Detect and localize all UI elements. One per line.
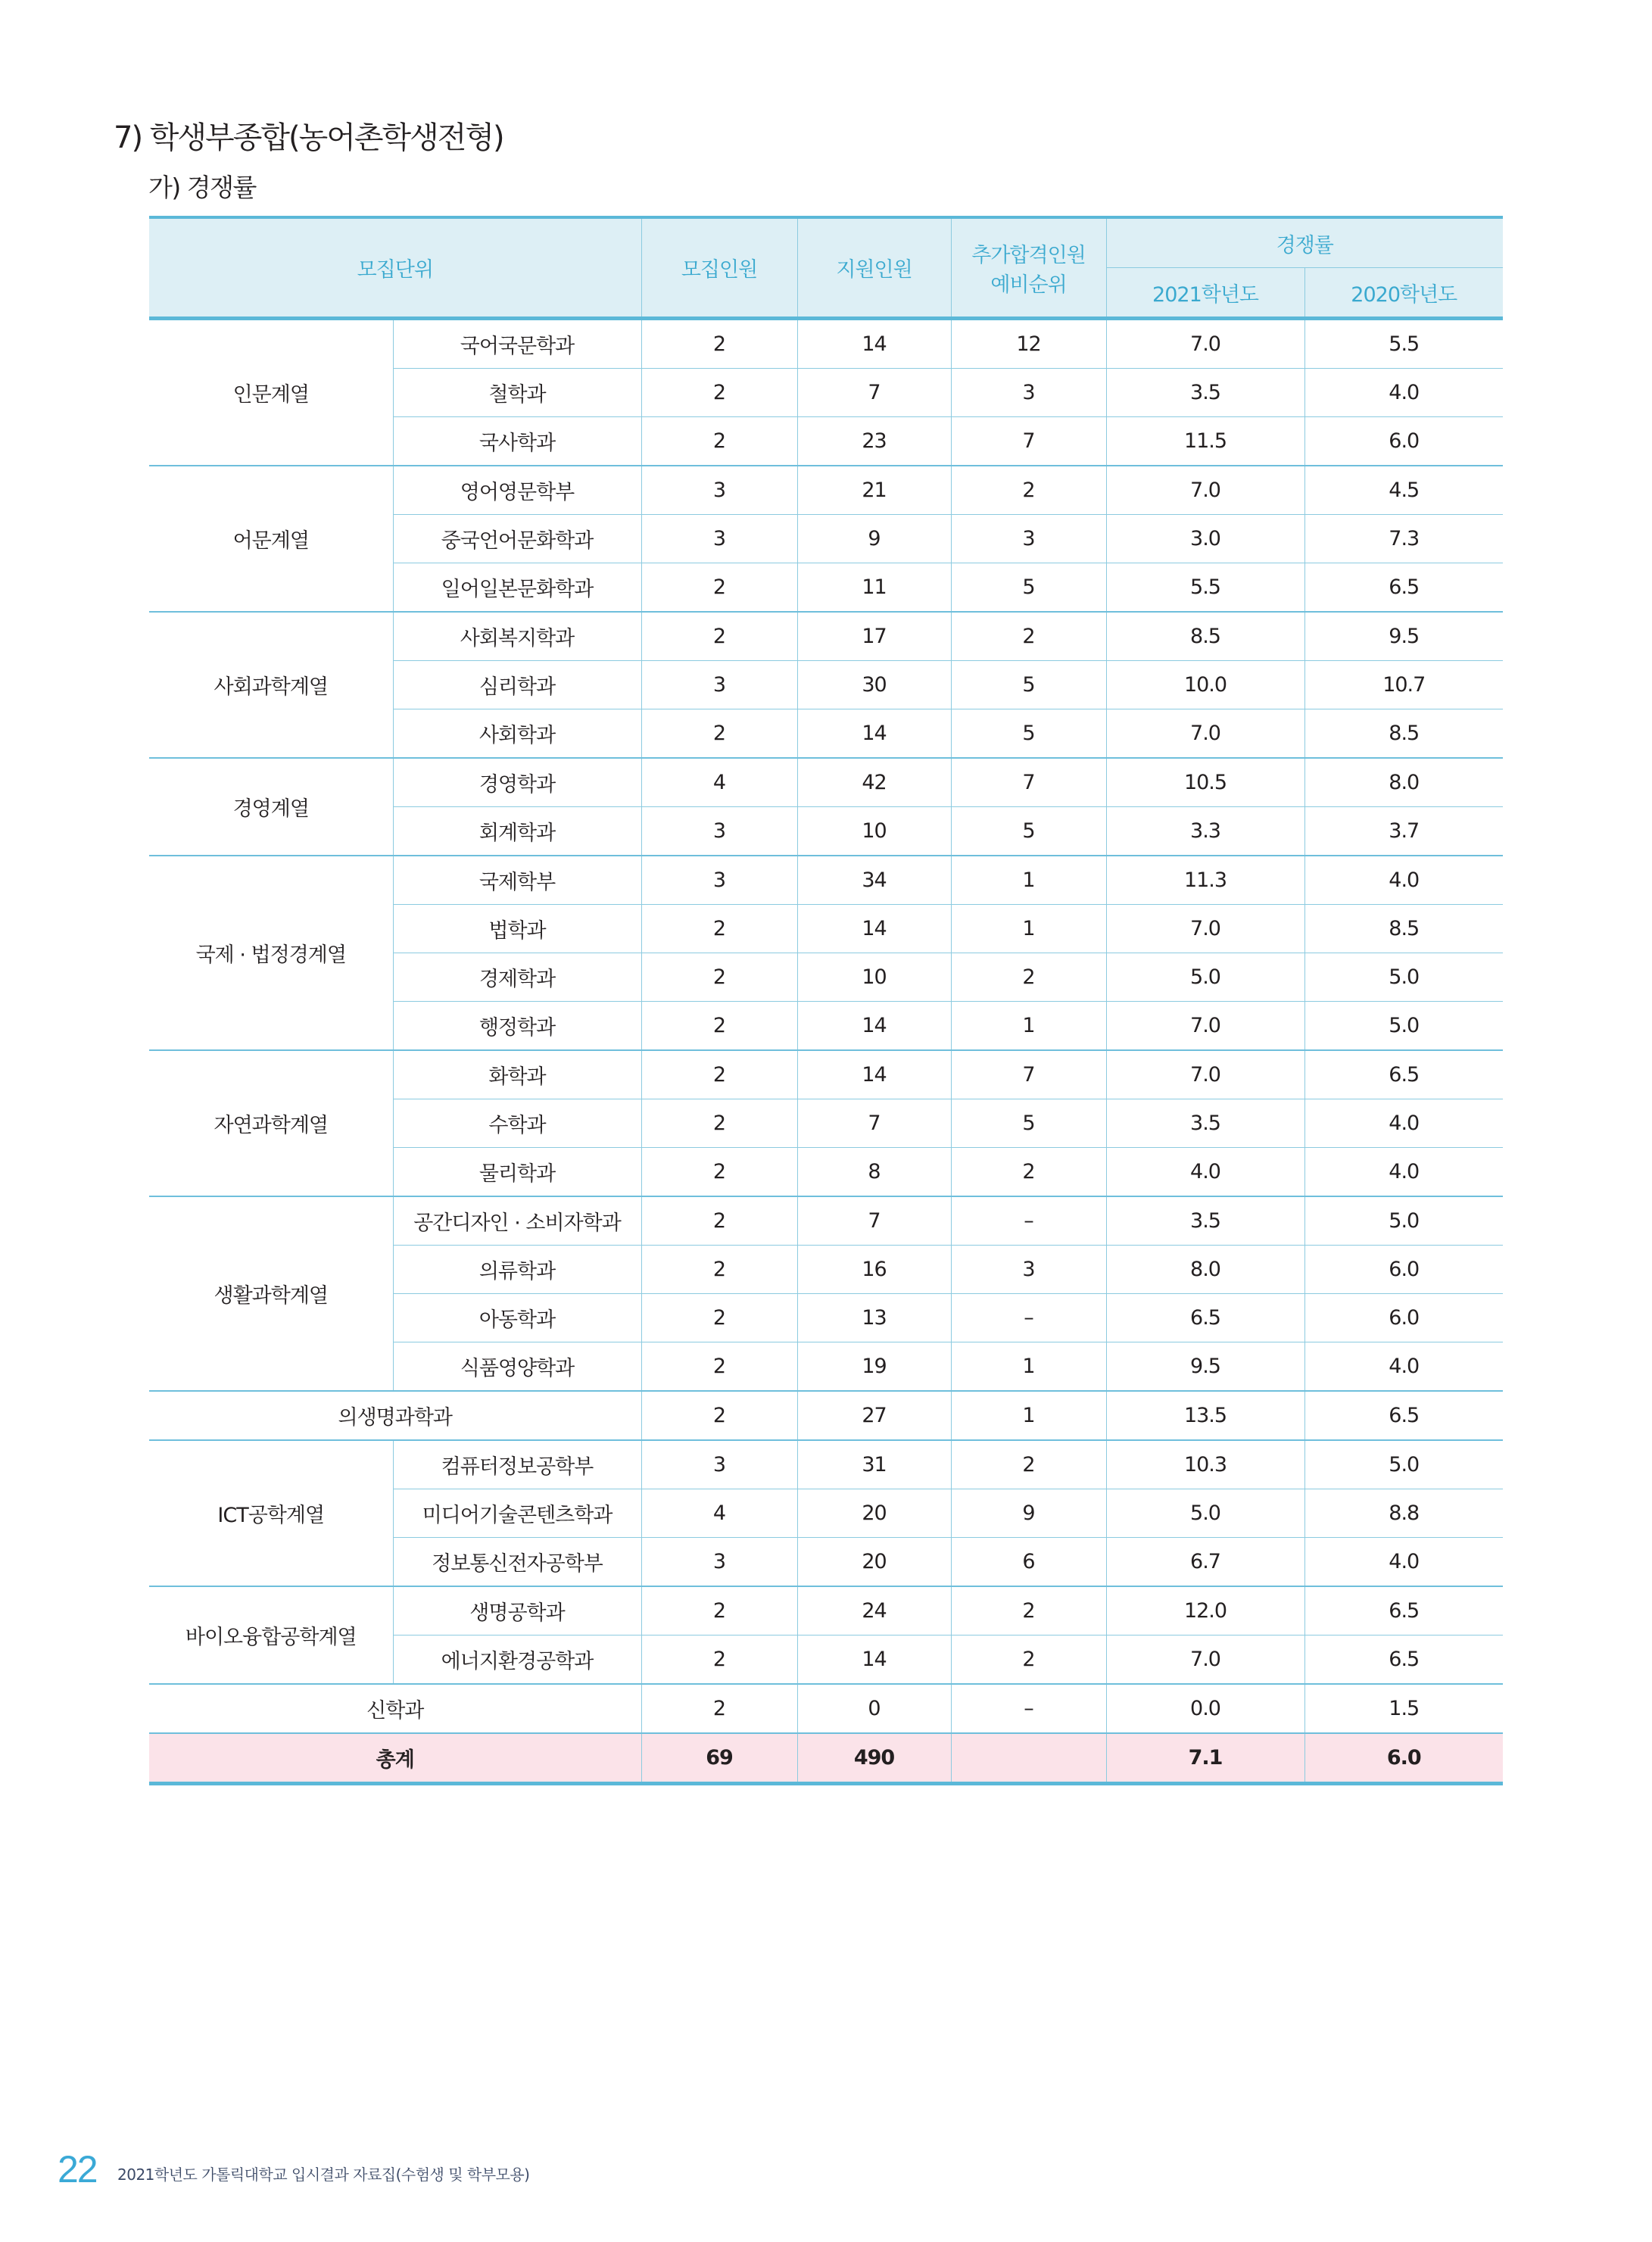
ratio-2020-cell: 3.7 (1304, 807, 1503, 856)
dept-cell: 국어국문학과 (393, 319, 641, 369)
ratio-2020-cell: 8.5 (1304, 709, 1503, 759)
group-cell: 인문계열 (149, 319, 393, 466)
applicants-cell: 10 (797, 807, 951, 856)
ratio-2021-cell: 7.0 (1106, 905, 1304, 953)
ratio-2020-cell: 5.0 (1304, 1002, 1503, 1051)
waitlist-cell: 2 (951, 466, 1106, 515)
ratio-2021-cell: 7.0 (1106, 709, 1304, 759)
ratio-2021-cell: 7.0 (1106, 1002, 1304, 1051)
group-cell: 국제 · 법정경계열 (149, 856, 393, 1050)
total-waitlist (951, 1733, 1106, 1784)
ratio-2020-cell: 4.0 (1304, 1148, 1503, 1197)
dept-cell: 사회복지학과 (393, 612, 641, 661)
ratio-2021-cell: 13.5 (1106, 1391, 1304, 1440)
dept-cell: 공간디자인 · 소비자학과 (393, 1196, 641, 1246)
applicants-cell: 27 (797, 1391, 951, 1440)
ratio-2021-cell: 11.5 (1106, 417, 1304, 466)
unit-cell: 의생명과학과 (149, 1391, 641, 1440)
waitlist-cell: 5 (951, 807, 1106, 856)
ratio-2020-cell: 4.0 (1304, 369, 1503, 417)
ratio-2021-cell: 6.5 (1106, 1294, 1304, 1342)
quota-cell: 2 (641, 612, 797, 661)
applicants-cell: 20 (797, 1538, 951, 1587)
ratio-2020-cell: 6.5 (1304, 1391, 1503, 1440)
quota-cell: 2 (641, 953, 797, 1002)
ratio-2020-cell: 10.7 (1304, 661, 1503, 709)
ratio-2020-cell: 4.0 (1304, 1342, 1503, 1392)
quota-cell: 4 (641, 758, 797, 807)
waitlist-cell: 1 (951, 905, 1106, 953)
applicants-cell: 0 (797, 1684, 951, 1733)
section-title: 7) 학생부종합(농어촌학생전형) (114, 120, 503, 155)
quota-cell: 3 (641, 1440, 797, 1489)
quota-cell: 2 (641, 319, 797, 369)
applicants-cell: 24 (797, 1586, 951, 1636)
header-waitlist (951, 217, 1106, 319)
ratio-2021-cell: 5.0 (1106, 953, 1304, 1002)
ratio-2020-cell: 1.5 (1304, 1684, 1503, 1733)
waitlist-cell: 7 (951, 1050, 1106, 1099)
applicants-cell: 11 (797, 563, 951, 613)
ratio-2021-cell: 7.0 (1106, 466, 1304, 515)
dept-cell: 경제학과 (393, 953, 641, 1002)
ratio-2020-cell: 6.5 (1304, 1586, 1503, 1636)
quota-cell: 2 (641, 1342, 797, 1392)
applicants-cell: 7 (797, 369, 951, 417)
applicants-cell: 23 (797, 417, 951, 466)
group-cell: 자연과학계열 (149, 1050, 393, 1196)
quota-cell: 2 (641, 905, 797, 953)
quota-cell: 2 (641, 1148, 797, 1197)
waitlist-cell: 9 (951, 1489, 1106, 1538)
ratio-2020-cell: 9.5 (1304, 612, 1503, 661)
waitlist-cell: 2 (951, 1636, 1106, 1685)
quota-cell: 2 (641, 417, 797, 466)
table-row (149, 466, 1503, 515)
waitlist-cell: 1 (951, 1391, 1106, 1440)
applicants-cell: 31 (797, 1440, 951, 1489)
table-row (149, 319, 1503, 369)
header-ratio-2021: 2021학년도 (1106, 268, 1304, 319)
waitlist-cell: 12 (951, 319, 1106, 369)
applicants-cell: 30 (797, 661, 951, 709)
quota-cell: 2 (641, 1002, 797, 1051)
header-ratio: 경쟁률 (1106, 217, 1503, 268)
applicants-cell: 14 (797, 319, 951, 369)
waitlist-cell: 3 (951, 369, 1106, 417)
header-ratio-2020: 2020학년도 (1304, 268, 1503, 319)
quota-cell: 3 (641, 807, 797, 856)
quota-cell: 3 (641, 466, 797, 515)
ratio-2021-cell: 4.0 (1106, 1148, 1304, 1197)
table-row (149, 1684, 1503, 1733)
applicants-cell: 19 (797, 1342, 951, 1392)
quota-cell: 2 (641, 1391, 797, 1440)
applicants-cell: 14 (797, 1636, 951, 1685)
ratio-2020-cell: 6.5 (1304, 1636, 1503, 1685)
quota-cell: 2 (641, 563, 797, 613)
dept-cell: 철학과 (393, 369, 641, 417)
total-ratio-2020: 6.0 (1304, 1733, 1503, 1784)
quota-cell: 2 (641, 1099, 797, 1148)
dept-cell: 미디어기술콘텐츠학과 (393, 1489, 641, 1538)
dept-cell: 화학과 (393, 1050, 641, 1099)
dept-cell: 국사학과 (393, 417, 641, 466)
unit-cell: 신학과 (149, 1684, 641, 1733)
ratio-2021-cell: 10.0 (1106, 661, 1304, 709)
quota-cell: 3 (641, 856, 797, 905)
ratio-2021-cell: 9.5 (1106, 1342, 1304, 1392)
applicants-cell: 13 (797, 1294, 951, 1342)
waitlist-cell: 2 (951, 1586, 1106, 1636)
header-applicants: 지원인원 (797, 217, 951, 319)
quota-cell: 2 (641, 1294, 797, 1342)
ratio-2021-cell: 10.5 (1106, 758, 1304, 807)
ratio-2021-cell: 11.3 (1106, 856, 1304, 905)
quota-cell: 2 (641, 1586, 797, 1636)
ratio-2020-cell: 8.8 (1304, 1489, 1503, 1538)
header-waitlist-line2: 예비순위 (990, 273, 1067, 297)
applicants-cell: 7 (797, 1099, 951, 1148)
ratio-2020-cell: 4.0 (1304, 856, 1503, 905)
table-row (149, 758, 1503, 807)
applicants-cell: 42 (797, 758, 951, 807)
dept-cell: 영어영문학부 (393, 466, 641, 515)
total-label: 총계 (149, 1733, 641, 1784)
dept-cell: 컴퓨터정보공학부 (393, 1440, 641, 1489)
ratio-2021-cell: 12.0 (1106, 1586, 1304, 1636)
group-cell: 바이오융합공학계열 (149, 1586, 393, 1684)
waitlist-cell: 6 (951, 1538, 1106, 1587)
dept-cell: 행정학과 (393, 1002, 641, 1051)
ratio-2020-cell: 8.0 (1304, 758, 1503, 807)
dept-cell: 경영학과 (393, 758, 641, 807)
ratio-2020-cell: 6.0 (1304, 1294, 1503, 1342)
applicants-cell: 14 (797, 709, 951, 759)
ratio-2021-cell: 7.0 (1106, 319, 1304, 369)
applicants-cell: 10 (797, 953, 951, 1002)
waitlist-cell: 5 (951, 661, 1106, 709)
quota-cell: 3 (641, 1538, 797, 1587)
header-quota: 모집인원 (641, 217, 797, 319)
dept-cell: 중국언어문화학과 (393, 515, 641, 563)
table-row (149, 1196, 1503, 1246)
ratio-2020-cell: 5.5 (1304, 319, 1503, 369)
quota-cell: 2 (641, 369, 797, 417)
ratio-2021-cell: 3.3 (1106, 807, 1304, 856)
quota-cell: 2 (641, 1196, 797, 1246)
dept-cell: 국제학부 (393, 856, 641, 905)
group-cell: ICT공학계열 (149, 1440, 393, 1586)
ratio-2020-cell: 4.5 (1304, 466, 1503, 515)
waitlist-cell: – (951, 1196, 1106, 1246)
total-applicants: 490 (797, 1733, 951, 1784)
waitlist-cell: – (951, 1294, 1106, 1342)
ratio-2020-cell: 4.0 (1304, 1538, 1503, 1587)
waitlist-cell: – (951, 1684, 1106, 1733)
quota-cell: 3 (641, 661, 797, 709)
ratio-2020-cell: 6.5 (1304, 1050, 1503, 1099)
dept-cell: 에너지환경공학과 (393, 1636, 641, 1685)
waitlist-cell: 2 (951, 612, 1106, 661)
waitlist-cell: 2 (951, 1440, 1106, 1489)
waitlist-cell: 3 (951, 1246, 1106, 1294)
page-number: 22 (58, 2148, 97, 2191)
quota-cell: 2 (641, 1636, 797, 1685)
ratio-2021-cell: 3.5 (1106, 1196, 1304, 1246)
ratio-2021-cell: 6.7 (1106, 1538, 1304, 1587)
waitlist-cell: 1 (951, 1342, 1106, 1392)
ratio-2021-cell: 7.0 (1106, 1050, 1304, 1099)
dept-cell: 정보통신전자공학부 (393, 1538, 641, 1587)
table-row (149, 1586, 1503, 1636)
applicants-cell: 14 (797, 1050, 951, 1099)
ratio-2020-cell: 4.0 (1304, 1099, 1503, 1148)
quota-cell: 2 (641, 1050, 797, 1099)
table-row (149, 1050, 1503, 1099)
ratio-2020-cell: 5.0 (1304, 1196, 1503, 1246)
applicants-cell: 34 (797, 856, 951, 905)
applicants-cell: 16 (797, 1246, 951, 1294)
applicants-cell: 21 (797, 466, 951, 515)
applicants-cell: 9 (797, 515, 951, 563)
dept-cell: 식품영양학과 (393, 1342, 641, 1392)
dept-cell: 아동학과 (393, 1294, 641, 1342)
ratio-2021-cell: 5.5 (1106, 563, 1304, 613)
competition-rate-table (149, 216, 1503, 1785)
ratio-2020-cell: 6.0 (1304, 417, 1503, 466)
quota-cell: 3 (641, 515, 797, 563)
total-quota: 69 (641, 1733, 797, 1784)
quota-cell: 2 (641, 1246, 797, 1294)
ratio-2021-cell: 7.0 (1106, 1636, 1304, 1685)
ratio-2021-cell: 3.5 (1106, 369, 1304, 417)
group-cell: 생활과학계열 (149, 1196, 393, 1391)
waitlist-cell: 3 (951, 515, 1106, 563)
applicants-cell: 20 (797, 1489, 951, 1538)
ratio-2020-cell: 5.0 (1304, 1440, 1503, 1489)
quota-cell: 4 (641, 1489, 797, 1538)
waitlist-cell: 2 (951, 953, 1106, 1002)
ratio-2021-cell: 3.5 (1106, 1099, 1304, 1148)
waitlist-cell: 7 (951, 417, 1106, 466)
ratio-2021-cell: 8.5 (1106, 612, 1304, 661)
total-row (149, 1733, 1503, 1784)
dept-cell: 법학과 (393, 905, 641, 953)
quota-cell: 2 (641, 1684, 797, 1733)
ratio-2021-cell: 10.3 (1106, 1440, 1304, 1489)
table-row (149, 1440, 1503, 1489)
dept-cell: 의류학과 (393, 1246, 641, 1294)
dept-cell: 회계학과 (393, 807, 641, 856)
waitlist-cell: 5 (951, 709, 1106, 759)
waitlist-cell: 1 (951, 1002, 1106, 1051)
waitlist-cell: 5 (951, 1099, 1106, 1148)
applicants-cell: 14 (797, 1002, 951, 1051)
ratio-2020-cell: 7.3 (1304, 515, 1503, 563)
dept-cell: 생명공학과 (393, 1586, 641, 1636)
sub-title: 가) 경쟁률 (148, 173, 256, 202)
total-ratio-2021: 7.1 (1106, 1733, 1304, 1784)
waitlist-cell: 5 (951, 563, 1106, 613)
table-row (149, 1391, 1503, 1440)
ratio-2021-cell: 8.0 (1106, 1246, 1304, 1294)
applicants-cell: 8 (797, 1148, 951, 1197)
ratio-2021-cell: 3.0 (1106, 515, 1304, 563)
ratio-2020-cell: 6.0 (1304, 1246, 1503, 1294)
applicants-cell: 17 (797, 612, 951, 661)
footer-text: 2021학년도 가톨릭대학교 입시결과 자료집(수험생 및 학부모용) (117, 2166, 530, 2184)
waitlist-cell: 7 (951, 758, 1106, 807)
dept-cell: 수학과 (393, 1099, 641, 1148)
header-unit: 모집단위 (149, 217, 641, 319)
waitlist-cell: 1 (951, 856, 1106, 905)
table-row (149, 612, 1503, 661)
group-cell: 사회과학계열 (149, 612, 393, 758)
ratio-2021-cell: 5.0 (1106, 1489, 1304, 1538)
ratio-2021-cell: 0.0 (1106, 1684, 1304, 1733)
dept-cell: 일어일본문화학과 (393, 563, 641, 613)
header-waitlist-line1: 추가합격인원 (971, 243, 1086, 267)
table-row (149, 856, 1503, 905)
applicants-cell: 14 (797, 905, 951, 953)
dept-cell: 사회학과 (393, 709, 641, 759)
group-cell: 경영계열 (149, 758, 393, 856)
group-cell: 어문계열 (149, 466, 393, 612)
quota-cell: 2 (641, 709, 797, 759)
applicants-cell: 7 (797, 1196, 951, 1246)
ratio-2020-cell: 6.5 (1304, 563, 1503, 613)
ratio-2020-cell: 8.5 (1304, 905, 1503, 953)
dept-cell: 물리학과 (393, 1148, 641, 1197)
ratio-2020-cell: 5.0 (1304, 953, 1503, 1002)
dept-cell: 심리학과 (393, 661, 641, 709)
waitlist-cell: 2 (951, 1148, 1106, 1197)
